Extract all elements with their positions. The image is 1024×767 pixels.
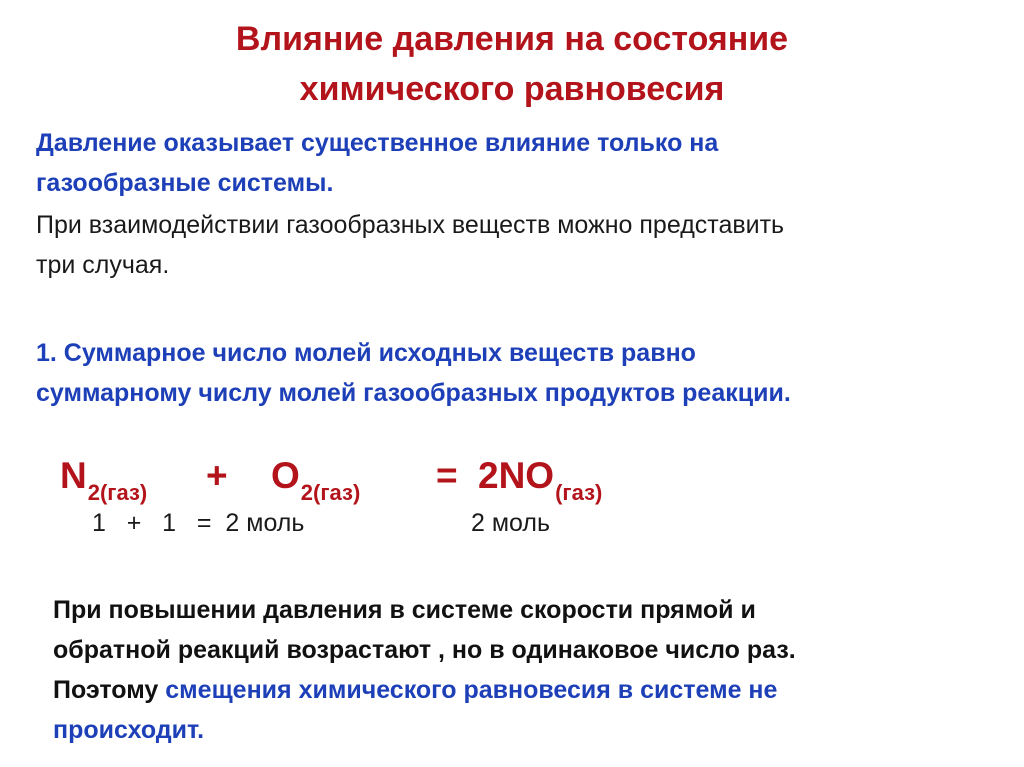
product-no	[478, 452, 602, 505]
reactant-n2-subscript: 2(газ)	[87, 480, 148, 505]
reactant-moles: 1 + 1 = 2 моль	[92, 509, 305, 537]
title-line-1: Влияние давления на состояние	[235, 20, 789, 58]
reactant-o2-symbol: O	[271, 455, 300, 496]
reactant-o2	[271, 452, 360, 505]
reactant-o2-subscript: 2(газ)	[300, 480, 361, 505]
conclusion-line-2: обратной реакций возрастают , но в одинаковое число раз.	[53, 636, 796, 664]
conclusion-line-1: При повышении давления в системе скорости прямой и	[53, 596, 756, 624]
cases-paragraph	[36, 205, 784, 285]
case-1-line-2: суммарному числу молей газообразных продуктов реакции.	[36, 379, 791, 407]
case-1-line-1: 1. Суммарное число молей исходных веществ равно	[36, 339, 696, 367]
equals-sign: =	[436, 455, 458, 496]
cases-line-1: При взаимодействии газообразных веществ можно представить	[36, 211, 785, 239]
conclusion-prefix: Поэтому	[53, 676, 166, 704]
intro-paragraph	[36, 123, 718, 203]
intro-line-1: Давление оказывает существенное влияние только на	[36, 129, 719, 157]
conclusion-paragraph	[53, 590, 796, 750]
product-no-symbol: 2NO	[478, 455, 555, 496]
case-1-paragraph	[36, 333, 791, 413]
product-no-subscript: (газ)	[555, 480, 603, 505]
reactant-n2-symbol: N	[60, 455, 87, 496]
intro-line-2: газообразные системы.	[36, 169, 334, 197]
conclusion-line-3	[53, 670, 796, 710]
conclusion-highlight-1: смещения химического равновесия в системе не	[165, 676, 778, 704]
product-moles: 2 моль	[471, 509, 551, 537]
plus-sign: +	[206, 455, 228, 496]
reactant-n2	[60, 452, 147, 505]
conclusion-line-4: происходит.	[53, 716, 205, 744]
title-line-2: химического равновесия	[299, 70, 725, 108]
cases-line-2: три случая.	[36, 251, 170, 279]
slide-title	[0, 14, 1024, 114]
